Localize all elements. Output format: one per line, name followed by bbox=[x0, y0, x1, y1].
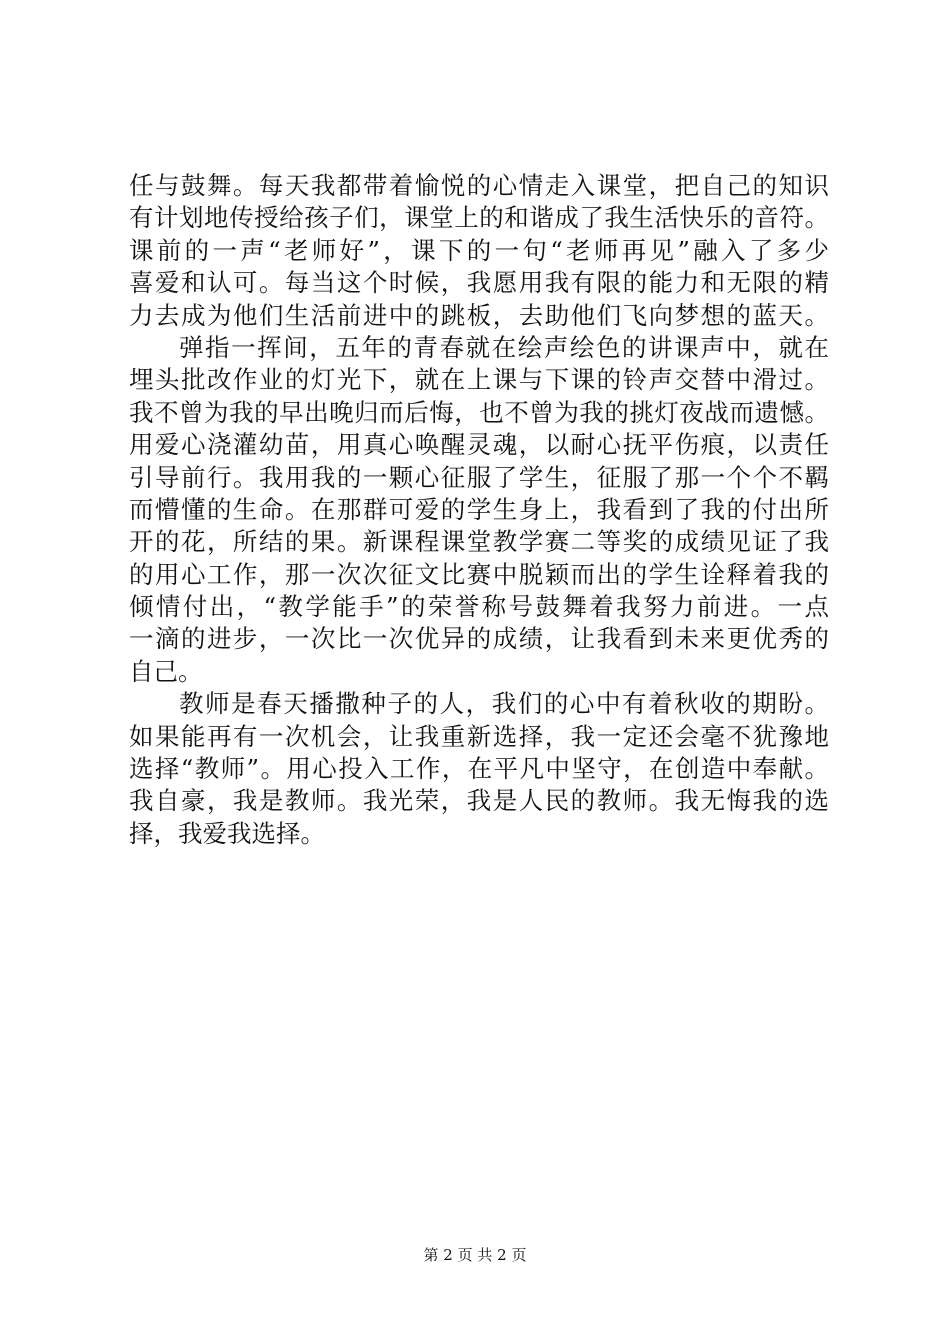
body-text bbox=[129, 170, 829, 850]
text-line: 倾情付出，“教学能手”的荣誉称号鼓舞着我努力前进。一点 bbox=[129, 592, 829, 622]
text-line: 任与鼓舞。每天我都带着愉悦的心情走入课堂，把自己的知识 bbox=[129, 171, 829, 200]
text-line: 的用心工作，那一次次征文比赛中脱颖而出的学生诠释着我的 bbox=[129, 559, 829, 589]
text-line: 课前的一声“老师好”，课下的一句“老师再见”融入了多少 bbox=[129, 235, 829, 265]
text-line: 我不曾为我的早出晚归而后悔，也不曾为我的挑灯夜战而遗憾。 bbox=[129, 397, 829, 427]
text-line: 如果能再有一次机会，让我重新选择，我一定还会毫不犹豫地 bbox=[129, 721, 829, 751]
page-footer: 第 2 页 共 2 页 bbox=[423, 1246, 527, 1264]
text-line: 埋头批改作业的灯光下，就在上课与下课的铃声交替中滑过。 bbox=[129, 365, 829, 395]
text-line: 力去成为他们生活前进中的跳板，去助他们飞向梦想的蓝天。 bbox=[129, 300, 829, 330]
text-line: 选择“教师”。用心投入工作，在平凡中坚守，在创造中奉献。 bbox=[129, 754, 829, 784]
text-line: 喜爱和认可。每当这个时候，我愿用我有限的能力和无限的精 bbox=[129, 268, 829, 298]
paragraph-start-line: 弹指一挥间，五年的青春就在绘声绘色的讲课声中，就在 bbox=[179, 332, 829, 362]
text-line: 开的花，所结的果。新课程课堂教学赛二等奖的成绩见证了我 bbox=[129, 527, 829, 557]
text-line: 我自豪，我是教师。我光荣，我是人民的教师。我无悔我的选 bbox=[129, 786, 829, 816]
text-line: 引导前行。我用我的一颗心征服了学生，征服了那一个个不羁 bbox=[129, 462, 829, 492]
text-line: 自己。 bbox=[129, 656, 203, 686]
text-line: 择，我爱我选择。 bbox=[129, 818, 325, 848]
text-line: 用爱心浇灌幼苗，用真心唤醒灵魂，以耐心抚平伤痕，以责任 bbox=[129, 430, 829, 460]
text-line: 有计划地传授给孩子们，课堂上的和谐成了我生活快乐的音符。 bbox=[129, 203, 829, 233]
paragraph-start-line: 教师是春天播撒种子的人，我们的心中有着秋收的期盼。 bbox=[179, 689, 829, 719]
text-line: 一滴的进步，一次比一次优异的成绩，让我看到未来更优秀的 bbox=[129, 624, 829, 654]
text-line: 而懵懂的生命。在那群可爱的学生身上，我看到了我的付出所 bbox=[129, 494, 829, 524]
